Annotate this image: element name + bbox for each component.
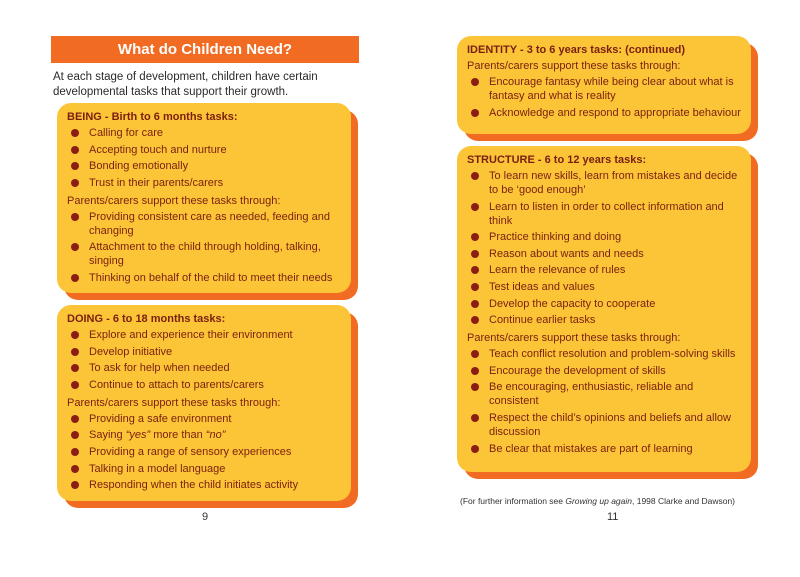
bullet-dot-icon (471, 203, 479, 211)
list-item: To ask for help when needed (67, 361, 341, 375)
being-support-list (67, 210, 341, 285)
list-item: Trust in their parents/carers (67, 176, 341, 190)
identity-support-label: Parents/carers support these tasks through: (467, 60, 681, 72)
bullet-dot-icon (71, 381, 79, 389)
bullet-dot-icon (471, 233, 479, 241)
structure-heading: STRUCTURE - 6 to 12 years tasks: (467, 154, 647, 166)
doing-support-label: Parents/carers support these tasks through: (67, 396, 281, 409)
page-title: What do Children Need? (51, 36, 359, 63)
list-item: Reason about wants and needs (467, 247, 741, 261)
bullet-dot-icon (71, 415, 79, 423)
list-item: Develop initiative (67, 345, 341, 359)
page-number: 11 (607, 511, 619, 523)
list-item: Continue earlier tasks (467, 313, 741, 327)
bullet-dot-icon (471, 367, 479, 375)
list-item: Providing a safe environment (67, 412, 341, 426)
list-item: Responding when the child initiates activity (67, 478, 341, 492)
bullet-dot-icon (471, 109, 479, 117)
being-heading: BEING - Birth to 6 months tasks: (67, 111, 238, 123)
bullet-dot-icon (71, 364, 79, 372)
list-item: Bonding emotionally (67, 159, 341, 173)
list-item: Thinking on behalf of the child to meet their needs (67, 271, 341, 285)
footnote: (For further information see Growing up again, 1998 Clarke and Dawson) (460, 496, 736, 506)
list-item: Respect the child’s opinions and beliefs and allow discussion (467, 411, 741, 439)
structure-task-list (467, 169, 741, 327)
being-support-label: Parents/carers support these tasks through: (67, 194, 281, 207)
doing-support-list (67, 412, 341, 492)
bullet-dot-icon (71, 146, 79, 154)
bullet-dot-icon (471, 283, 479, 291)
list-item: Continue to attach to parents/carers (67, 378, 341, 392)
bullet-dot-icon (471, 300, 479, 308)
doing-heading: DOING - 6 to 18 months tasks: (67, 313, 226, 325)
bullet-dot-icon (471, 78, 479, 86)
bullet-dot-icon (471, 172, 479, 180)
bullet-dot-icon (471, 445, 479, 453)
bullet-dot-icon (71, 274, 79, 282)
being-card (57, 103, 351, 293)
list-item: Practice thinking and doing (467, 230, 741, 244)
list-item: Encourage fantasy while being clear about what is fantasy and what is reality (467, 75, 741, 103)
bullet-dot-icon (471, 414, 479, 422)
list-item: Talking in a model language (67, 462, 341, 476)
list-item: Explore and experience their environment (67, 328, 341, 342)
identity-card (457, 36, 751, 134)
intro-text: At each stage of development, children have certain developmental tasks that support their growth. (53, 71, 318, 98)
list-item: Learn the relevance of rules (467, 263, 741, 277)
bullet-dot-icon (71, 431, 79, 439)
bullet-dot-icon (71, 481, 79, 489)
list-item: Learn to listen in order to collect information and think (467, 200, 741, 228)
identity-support-list (467, 75, 741, 120)
list-item: Be encouraging, enthusiastic, reliable and consistent (467, 380, 741, 408)
list-item: Saying “yes” more than “no” (67, 428, 341, 442)
structure-support-list (467, 347, 741, 455)
list-item: Accepting touch and nurture (67, 143, 341, 157)
bullet-dot-icon (71, 348, 79, 356)
list-item: Calling for care (67, 126, 341, 140)
structure-support-label: Parents/carers support these tasks through: (467, 332, 681, 345)
bullet-dot-icon (471, 316, 479, 324)
list-item: Develop the capacity to cooperate (467, 297, 741, 311)
bullet-dot-icon (71, 162, 79, 170)
list-item: Providing a range of sensory experiences (67, 445, 341, 459)
list-item: Providing consistent care as needed, feeding and changing (67, 210, 341, 238)
bullet-dot-icon (71, 179, 79, 187)
being-task-list (67, 126, 341, 190)
bullet-dot-icon (471, 350, 479, 358)
bullet-dot-icon (71, 465, 79, 473)
bullet-dot-icon (471, 266, 479, 274)
doing-task-list (67, 328, 341, 392)
bullet-dot-icon (71, 129, 79, 137)
doing-card (57, 305, 351, 501)
list-item: Test ideas and values (467, 280, 741, 294)
right-page (400, 0, 800, 577)
bullet-dot-icon (471, 250, 479, 258)
list-item: Encourage the development of skills (467, 364, 741, 378)
identity-heading: IDENTITY - 3 to 6 years tasks: (continued) (467, 44, 686, 56)
page-number: 9 (202, 511, 209, 523)
bullet-dot-icon (71, 213, 79, 221)
structure-card (457, 146, 751, 472)
list-item: Attachment to the child through holding, talking, singing (67, 240, 341, 268)
list-item: Be clear that mistakes are part of learning (467, 442, 741, 456)
list-item: To learn new skills, learn from mistakes and decide to be ‘good enough’ (467, 169, 741, 197)
list-item: Teach conflict resolution and problem-solving skills (467, 347, 741, 361)
list-item: Acknowledge and respond to appropriate behaviour (467, 106, 741, 120)
bullet-dot-icon (71, 448, 79, 456)
bullet-dot-icon (71, 331, 79, 339)
bullet-dot-icon (71, 243, 79, 251)
bullet-dot-icon (471, 383, 479, 391)
book-title: Growing up again (565, 496, 632, 506)
